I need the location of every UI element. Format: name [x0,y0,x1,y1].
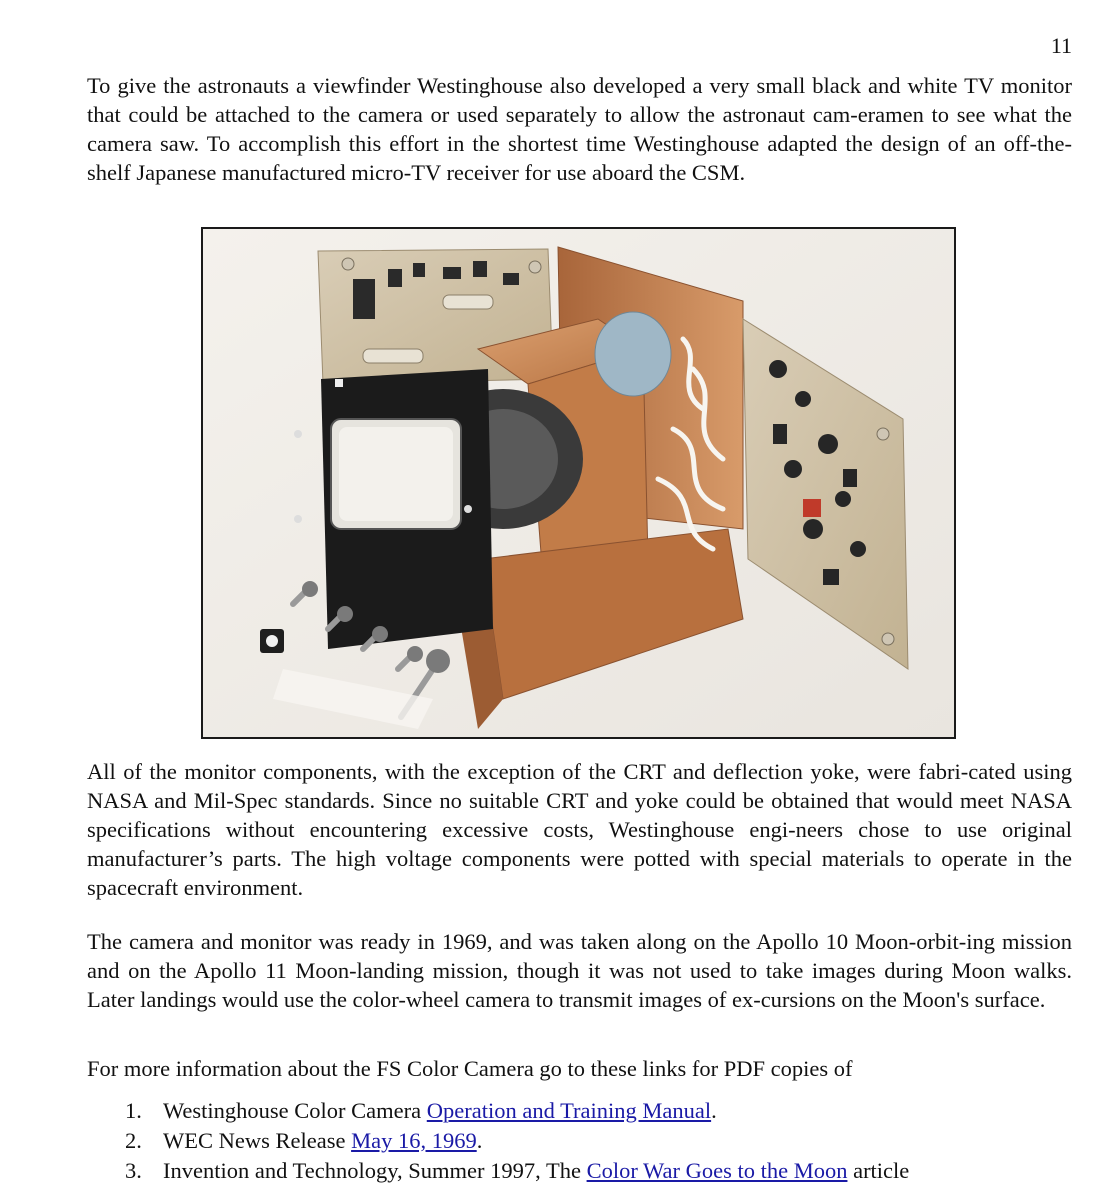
reference-suffix: . [711,1098,717,1123]
reference-number: 3. [125,1158,142,1183]
reference-text: Westinghouse Color Camera [163,1098,427,1123]
page-number: 11 [1050,33,1072,58]
reference-number: 2. [125,1128,142,1153]
news-release-link[interactable]: May 16, 1969 [351,1128,477,1153]
reference-text: WEC News Release [163,1128,352,1153]
reference-item [125,1126,909,1156]
components-paragraph: All of the monitor components, with the exception of the CRT and deflection yoke, were fabri-cated using NASA and Mil-Spec standards. Since no suitable CRT and yoke could be obtained that would meet NASA specifications without encountering excessive costs, Westinghouse engi-neers chose to use original manufacturer’s parts. The high voltage components were potted with special materials to operate in the spacecraft environment. [87,759,1072,900]
reference-text: Invention and Technology, Summer 1997, The [163,1158,587,1183]
reference-item [125,1096,909,1126]
reference-suffix: . [476,1128,483,1153]
apollo-paragraph: The camera and monitor was ready in 1969, and was taken along on the Apollo 10 Moon-orbit-ing mission and on the Apollo 11 Moon-landing mission, though it was not used to take images during Moon walks. Later landings would use the color-wheel camera to transmit images of ex-cursions on the Moon's surface. [87,929,1072,1012]
monitor-photo [201,227,956,739]
reference-suffix: article [847,1158,910,1183]
operation-manual-link[interactable]: Operation and Training Manual [426,1098,712,1123]
color-war-article-link[interactable]: Color War Goes to the Moon [586,1158,848,1183]
intro-paragraph: To give the astronauts a viewfinder Westinghouse also developed a very small black and white TV monitor that could be attached to the camera or used separately to allow the astronaut cam-eramen to see what the camera saw. To accomplish this effort in the shortest time Westinghouse adapted the design of an off-the-shelf Japanese manufactured micro-TV receiver for use aboard the CSM. [87,73,1072,185]
reference-list [125,1096,909,1186]
reference-item [125,1156,909,1186]
reference-number: 1. [125,1098,142,1123]
more-info-paragraph: For more information about the FS Color Camera go to these links for PDF copies of [87,1056,853,1081]
